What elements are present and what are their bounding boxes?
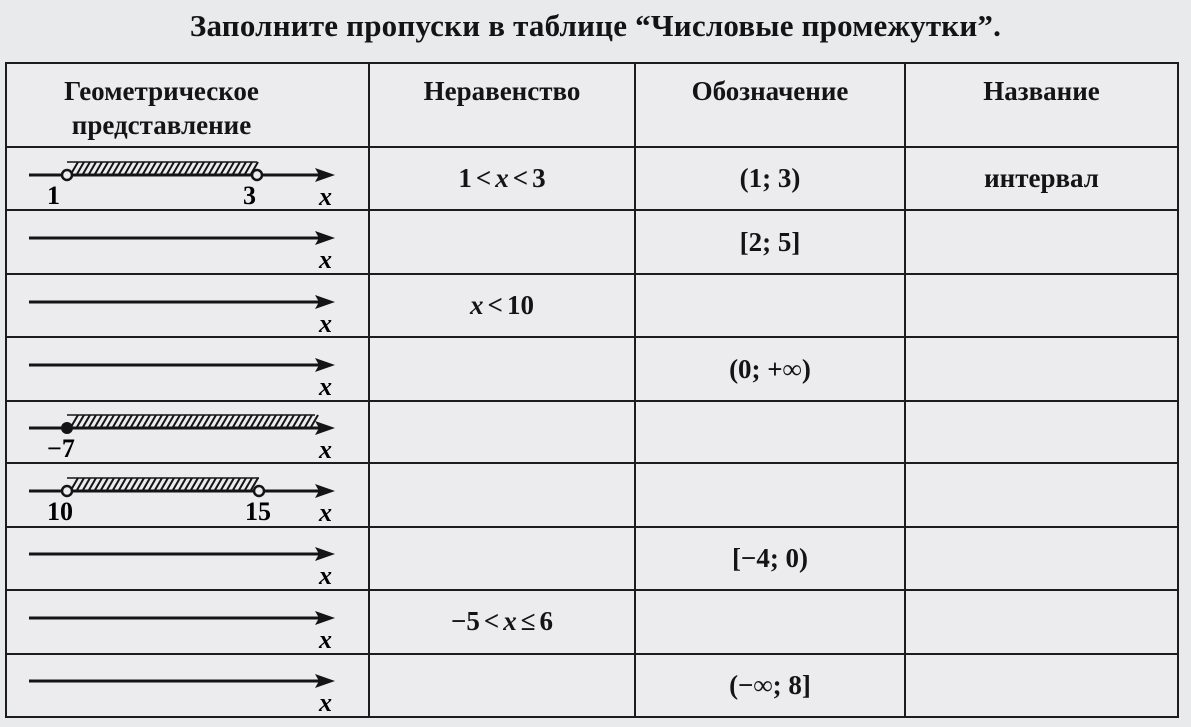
- inequality-cell[interactable]: [369, 401, 635, 463]
- axis-label: x: [319, 434, 332, 462]
- notation-text: (0; +∞): [729, 353, 811, 384]
- axis-label: x: [319, 688, 332, 716]
- inequality-right: 6: [539, 606, 554, 637]
- header-notation: Обозначение: [635, 63, 905, 147]
- geometry-cell[interactable]: [6, 337, 369, 400]
- header-row: [6, 63, 1178, 147]
- name-cell[interactable]: [905, 210, 1178, 273]
- number-line: [7, 402, 367, 462]
- notation-cell[interactable]: [635, 527, 905, 590]
- table-row: [6, 337, 1178, 400]
- right-endpoint-label: 15: [245, 496, 271, 525]
- left-endpoint-label: 1: [47, 180, 60, 209]
- inequality-cell[interactable]: [369, 337, 635, 400]
- name-cell[interactable]: [905, 590, 1178, 653]
- name-cell[interactable]: [905, 147, 1178, 210]
- inequality-op2: <: [487, 290, 503, 321]
- inequality-left: 1: [458, 163, 472, 194]
- name-text: интервал: [984, 163, 1099, 194]
- name-cell[interactable]: [905, 274, 1178, 337]
- number-line: [7, 149, 367, 209]
- notation-cell[interactable]: [635, 401, 905, 463]
- geometry-cell[interactable]: [6, 654, 369, 718]
- table-row: [6, 401, 1178, 463]
- hatched-region: [67, 478, 259, 490]
- number-line: [7, 339, 367, 399]
- axis-label: x: [319, 308, 332, 336]
- name-cell[interactable]: [905, 337, 1178, 400]
- axis-label: x: [319, 181, 332, 209]
- open-point: [254, 486, 264, 496]
- notation-cell[interactable]: [635, 590, 905, 653]
- left-endpoint-label: 10: [47, 496, 73, 525]
- notation-cell[interactable]: [635, 210, 905, 273]
- notation-cell[interactable]: [635, 463, 905, 526]
- closed-point: [61, 422, 73, 434]
- axis-label: x: [319, 372, 332, 400]
- inequality-cell[interactable]: [369, 527, 635, 590]
- inequality-left: −5: [450, 606, 480, 637]
- notation-text: (1; 3): [739, 163, 801, 194]
- inequality-cell[interactable]: [369, 654, 635, 718]
- geometry-cell[interactable]: [6, 147, 369, 210]
- inequality-cell[interactable]: [369, 274, 635, 337]
- notation-cell[interactable]: [635, 654, 905, 718]
- axis-label: x: [319, 561, 332, 589]
- inequality-var: x: [503, 606, 517, 637]
- inequality-op2: ≤: [520, 606, 536, 637]
- geometry-cell[interactable]: [6, 463, 369, 526]
- name-cell[interactable]: [905, 654, 1178, 718]
- header-geometry: Геометрическое представление: [6, 63, 369, 147]
- geometry-cell[interactable]: [6, 401, 369, 463]
- name-cell[interactable]: [905, 463, 1178, 526]
- name-cell[interactable]: [905, 527, 1178, 590]
- notation-text: [−4; 0): [731, 542, 809, 573]
- header-name: Название: [905, 63, 1178, 147]
- inequality-cell[interactable]: [369, 463, 635, 526]
- inequality-right: 10: [506, 290, 534, 321]
- number-line: [7, 212, 367, 272]
- open-point: [62, 486, 72, 496]
- number-intervals-table: [5, 62, 1179, 718]
- inequality-cell[interactable]: [369, 147, 635, 210]
- number-line: [7, 528, 367, 588]
- inequality-cell[interactable]: [369, 210, 635, 273]
- table-row: [6, 590, 1178, 653]
- number-line: [7, 655, 367, 715]
- right-endpoint-label: 3: [243, 180, 256, 209]
- left-endpoint-label: −7: [47, 433, 75, 462]
- geometry-cell[interactable]: [6, 590, 369, 653]
- notation-text: [2; 5]: [739, 226, 801, 257]
- number-line: [7, 276, 367, 336]
- table-row: [6, 274, 1178, 337]
- inequality-var: x: [470, 290, 484, 321]
- inequality-var: x: [495, 163, 509, 194]
- axis-label: x: [319, 245, 332, 273]
- geometry-cell[interactable]: [6, 274, 369, 337]
- notation-cell[interactable]: [635, 337, 905, 400]
- page-title: Заполните пропуски в таблице “Числовые промежутки”.: [189, 8, 1002, 43]
- axis-label: x: [319, 624, 332, 652]
- hatched-region: [67, 415, 318, 427]
- geometry-cell[interactable]: [6, 527, 369, 590]
- header-inequality: Неравенство: [369, 63, 635, 147]
- table-row: [6, 463, 1178, 526]
- open-point: [252, 170, 262, 180]
- table-row: [6, 210, 1178, 273]
- table-row: [6, 147, 1178, 210]
- table-row: [6, 527, 1178, 590]
- name-cell[interactable]: [905, 401, 1178, 463]
- open-point: [62, 170, 72, 180]
- inequality-op2: <: [512, 163, 529, 194]
- notation-text: (−∞; 8]: [729, 669, 811, 700]
- notation-cell[interactable]: [635, 274, 905, 337]
- number-line: [7, 592, 367, 652]
- notation-cell[interactable]: [635, 147, 905, 210]
- hatched-region: [67, 162, 258, 174]
- table-row: [6, 654, 1178, 718]
- inequality-op1: <: [483, 606, 500, 637]
- geometry-cell[interactable]: [6, 210, 369, 273]
- inequality-cell[interactable]: [369, 590, 635, 653]
- axis-label: x: [319, 497, 332, 525]
- number-line: [7, 465, 367, 525]
- inequality-op1: <: [475, 163, 492, 194]
- inequality-right: 3: [532, 163, 546, 194]
